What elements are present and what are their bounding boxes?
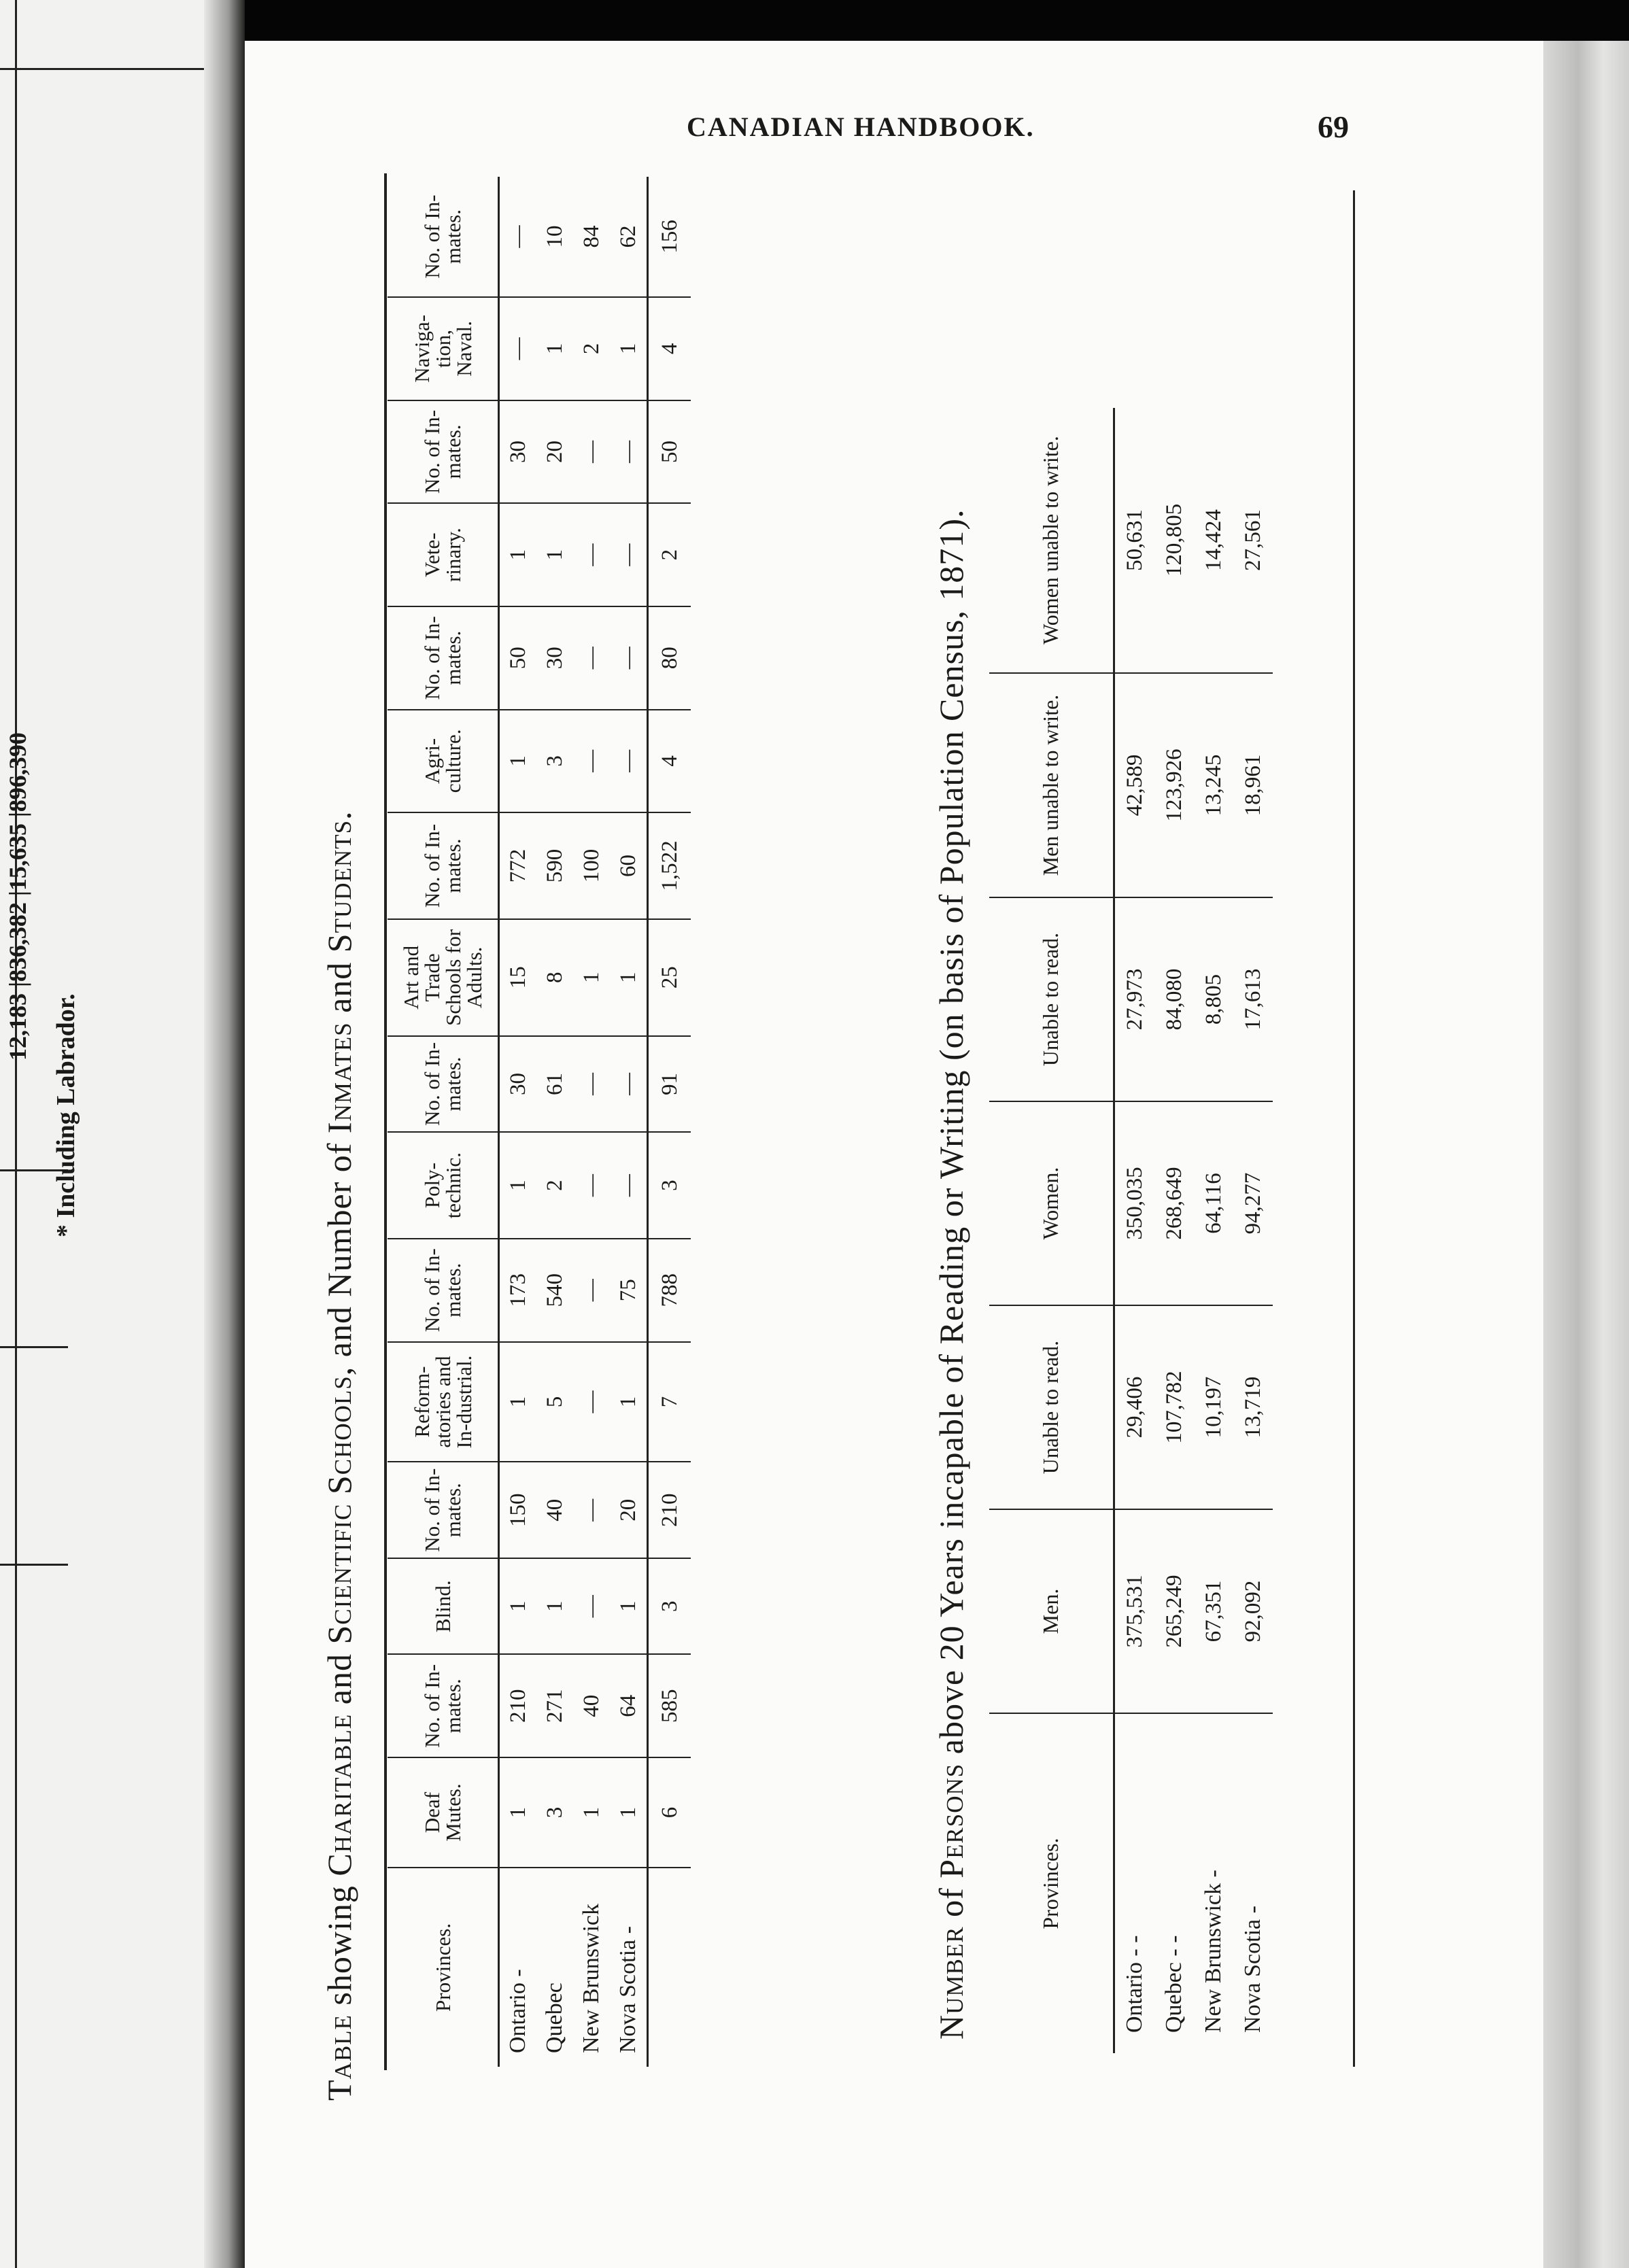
page-number: 69 xyxy=(1318,109,1349,144)
table2-cell: 17,613 xyxy=(1233,897,1273,1101)
table1-cell: 2 xyxy=(573,297,610,400)
table2-row xyxy=(1233,408,1273,2053)
table1-row xyxy=(499,177,537,2067)
table1-total-cell xyxy=(648,1868,691,2067)
table1-cell: 590 xyxy=(536,812,573,919)
table1-cell: 1 xyxy=(573,1757,610,1868)
table1-total-cell: 3 xyxy=(648,1132,691,1239)
table1-header: Deaf Mutes. xyxy=(388,1757,499,1868)
table1-header: No. of In-mates. xyxy=(388,1462,499,1558)
table2-cell: 27,561 xyxy=(1240,509,1265,571)
table1-total-cell: 25 xyxy=(648,919,691,1036)
table1-cell: 3 xyxy=(536,710,573,813)
table1-header-row xyxy=(388,177,499,2067)
table2-cell: 123,926 xyxy=(1154,673,1194,897)
table1-cell: 1 xyxy=(499,1558,537,1655)
table1-cell: — xyxy=(610,1036,648,1133)
table1-cell: 8 xyxy=(536,919,573,1036)
table2-cell: 84,080 xyxy=(1154,897,1194,1101)
table1-cell: — xyxy=(610,400,648,504)
table1-cell: — xyxy=(573,1132,610,1239)
table1-header: Reform-atories and In-dustrial. xyxy=(388,1342,499,1462)
table1-header: Agri-culture. xyxy=(388,710,499,813)
charitable-schools-table xyxy=(388,177,691,2067)
previous-page-table-top xyxy=(0,68,204,70)
table1-cell: 100 xyxy=(573,812,610,919)
province-name: Quebec - - xyxy=(1154,1713,1194,2053)
table1-cell: 61 xyxy=(536,1036,573,1133)
table2-cell: 268,649 xyxy=(1154,1101,1194,1305)
table1-cell: — xyxy=(573,400,610,504)
table2-cell: 8,805 xyxy=(1194,897,1233,1101)
table2-caption: Number of Persons above 20 Years incapable of Reading or Writing (on basis of Population Census, 1871). xyxy=(932,509,970,2040)
table1-cell: 2 xyxy=(536,1132,573,1239)
illiteracy-table xyxy=(989,408,1273,2053)
table1-cell: 540 xyxy=(536,1239,573,1342)
previous-page-fragment: 12,183 |836,382 |15,635 |896,390 xyxy=(4,732,31,1061)
table2-cell: 64,116 xyxy=(1194,1101,1233,1305)
table1-body xyxy=(499,177,691,2067)
table1-total-cell: 585 xyxy=(648,1654,691,1757)
table1-cell: 30 xyxy=(499,400,537,504)
table1-total-cell: 91 xyxy=(648,1036,691,1133)
table1-total-cell: 788 xyxy=(648,1239,691,1342)
table2-cell: 67,351 xyxy=(1194,1509,1233,1713)
table1-header: Provinces. xyxy=(388,1868,499,2067)
table1-header: Vete-rinary. xyxy=(388,503,499,606)
previous-page-rule xyxy=(15,0,17,2268)
province-name: Ontario - - xyxy=(1114,1713,1155,2053)
table1-header: Blind. xyxy=(388,1558,499,1655)
table2-header: Unable to read. xyxy=(989,897,1114,1101)
table1-cell: — xyxy=(573,1558,610,1655)
table1-cell: — xyxy=(573,710,610,813)
province-name: New Brunswick xyxy=(573,1868,610,2067)
table2-header: Women. xyxy=(989,1101,1114,1305)
table1-total-cell: 2 xyxy=(648,503,691,606)
table1-header: No. of In-mates. xyxy=(388,606,499,710)
table2-cell: 107,782 xyxy=(1154,1305,1194,1509)
page-gutter-shadow xyxy=(204,0,245,2268)
table2-header: Men. xyxy=(989,1509,1114,1713)
table1-header: Naviga-tion, Naval. xyxy=(388,297,499,400)
table1-cell: 50 xyxy=(499,606,537,710)
table2-cell: 265,249 xyxy=(1154,1509,1194,1713)
table2-cell: 350,035 xyxy=(1114,1101,1155,1305)
table1-total-cell: 4 xyxy=(648,710,691,813)
table2-cell: 27,973 xyxy=(1114,897,1155,1101)
province-name: Ontario - xyxy=(499,1868,537,2067)
table2-cell: 50,631 xyxy=(1122,509,1147,571)
table1-total-cell: 1,522 xyxy=(648,812,691,919)
table2-row xyxy=(1154,408,1194,2053)
table1-cell: 20 xyxy=(536,400,573,504)
running-header: CANADIAN HANDBOOK. xyxy=(687,111,1035,142)
table2-right-rule xyxy=(1353,190,1355,2067)
table1-cell: 1 xyxy=(573,919,610,1036)
table1-cell: — xyxy=(573,1462,610,1558)
table1-caption-wrap xyxy=(320,810,359,2101)
table1-cell: 1 xyxy=(610,1342,648,1462)
table1-cell: — xyxy=(505,225,530,248)
table1-cell: 1 xyxy=(610,1558,648,1655)
table1-header: Art and Trade Schools for Adults. xyxy=(388,919,499,1036)
province-name: Nova Scotia - xyxy=(610,1868,648,2067)
province-name: Nova Scotia - xyxy=(1233,1713,1273,2053)
table1-cell: 1 xyxy=(499,710,537,813)
province-name: Quebec xyxy=(536,1868,573,2067)
table2-cell: 14,424 xyxy=(1201,509,1226,571)
table1-total-cell: 80 xyxy=(648,606,691,710)
table1-cell: 1 xyxy=(499,1342,537,1462)
table1-cell: 1 xyxy=(499,1132,537,1239)
table1-cell: 10 xyxy=(542,225,567,248)
table2-cell: 94,277 xyxy=(1233,1101,1273,1305)
table2-cell: 375,531 xyxy=(1114,1509,1155,1713)
table1-cell: — xyxy=(573,1036,610,1133)
table2-header: Women unable to write. xyxy=(989,408,1114,673)
previous-page xyxy=(0,0,238,2268)
table1-caption: Table showing Charitable and Scientific Schools, and Number of Inmates and Students. xyxy=(320,810,358,2101)
table1-left-rule xyxy=(384,173,387,2070)
table1-cell: 62 xyxy=(615,225,640,248)
table1-cell: 772 xyxy=(499,812,537,919)
table1-cell: — xyxy=(610,503,648,606)
table1-cell: 40 xyxy=(573,1654,610,1757)
table2-header: Provinces. xyxy=(989,1713,1114,2053)
table1-total-cell: 50 xyxy=(648,400,691,504)
table1-cell: 30 xyxy=(499,1036,537,1133)
table1-total-cell: 4 xyxy=(648,297,691,400)
table1-cell: — xyxy=(499,297,537,400)
table1-cell: — xyxy=(573,503,610,606)
table1-cell: 271 xyxy=(536,1654,573,1757)
table1-cell: 1 xyxy=(610,1757,648,1868)
province-name: New Brunswick - xyxy=(1194,1713,1233,2053)
table1-total-cell: 210 xyxy=(648,1462,691,1558)
table1-totals-row xyxy=(648,177,691,2067)
table1-cell: 1 xyxy=(499,1757,537,1868)
table1-wrap xyxy=(388,177,691,2067)
table1-cell: 60 xyxy=(610,812,648,919)
table1-cell: — xyxy=(610,710,648,813)
table2-cell: 13,719 xyxy=(1233,1305,1273,1509)
table2-cell: 120,805 xyxy=(1161,503,1186,577)
table1-row xyxy=(610,177,648,2067)
table1-cell: 150 xyxy=(499,1462,537,1558)
table1-cell: 210 xyxy=(499,1654,537,1757)
table2-cell: 42,589 xyxy=(1114,673,1155,897)
table2-body xyxy=(1114,408,1273,2053)
table1-header: No. of In-mates. xyxy=(388,1239,499,1342)
table1-cell: 1 xyxy=(610,919,648,1036)
table1-header: No. of In-mates. xyxy=(388,812,499,919)
table1-cell: 1 xyxy=(610,297,648,400)
table1-header: No. of In-mates. xyxy=(388,1654,499,1757)
table1-cell: 64 xyxy=(610,1654,648,1757)
table1-cell: 84 xyxy=(579,225,604,248)
table1-total-cell: 6 xyxy=(648,1757,691,1868)
table2-header-row xyxy=(989,408,1114,2053)
table2-row xyxy=(1194,408,1233,2053)
table1-cell: — xyxy=(610,606,648,710)
table1-cell: — xyxy=(573,1239,610,1342)
previous-page-rule-3 xyxy=(0,1346,68,1348)
table2-caption-wrap xyxy=(931,509,971,2040)
table1-cell: 15 xyxy=(499,919,537,1036)
table1-header: No. of In-mates. xyxy=(388,177,499,297)
table1-cell: 20 xyxy=(610,1462,648,1558)
table1-header: No. of In-mates. xyxy=(388,400,499,504)
table1-cell: — xyxy=(610,1132,648,1239)
table1-cell: 30 xyxy=(536,606,573,710)
table1-cell: 5 xyxy=(536,1342,573,1462)
table2-cell: 92,092 xyxy=(1233,1509,1273,1713)
table1-cell: 3 xyxy=(536,1757,573,1868)
table2-cell: 18,961 xyxy=(1233,673,1273,897)
table2-cell: 29,406 xyxy=(1114,1305,1155,1509)
table1-header: Poly-technic. xyxy=(388,1132,499,1239)
table1-cell: 1 xyxy=(536,1558,573,1655)
table1-header: No. of In-mates. xyxy=(388,1036,499,1133)
table2-cell: 13,245 xyxy=(1194,673,1233,897)
table1-total-cell: 7 xyxy=(648,1342,691,1462)
table1-cell: 1 xyxy=(536,503,573,606)
previous-page-footnote: * Including Labrador. xyxy=(52,993,80,1237)
table1-row xyxy=(536,177,573,2067)
table2-header: Men unable to write. xyxy=(989,673,1114,897)
table2-header: Unable to read. xyxy=(989,1305,1114,1509)
table1-cell: 1 xyxy=(499,503,537,606)
table1-cell: — xyxy=(573,606,610,710)
table2-wrap xyxy=(989,408,1273,2053)
table1-cell: 1 xyxy=(536,297,573,400)
table2-row xyxy=(1114,408,1155,2053)
table1-cell: 75 xyxy=(610,1239,648,1342)
table2-cell: 10,197 xyxy=(1194,1305,1233,1509)
table1-cell: 173 xyxy=(499,1239,537,1342)
table1-row xyxy=(573,177,610,2067)
page-stack-edge xyxy=(1543,41,1629,2268)
table1-total-cell: 3 xyxy=(648,1558,691,1655)
table1-cell: 40 xyxy=(536,1462,573,1558)
table1-cell: — xyxy=(573,1342,610,1462)
previous-page-rule-4 xyxy=(0,1564,68,1566)
table1-total-cell: 156 xyxy=(648,177,691,297)
